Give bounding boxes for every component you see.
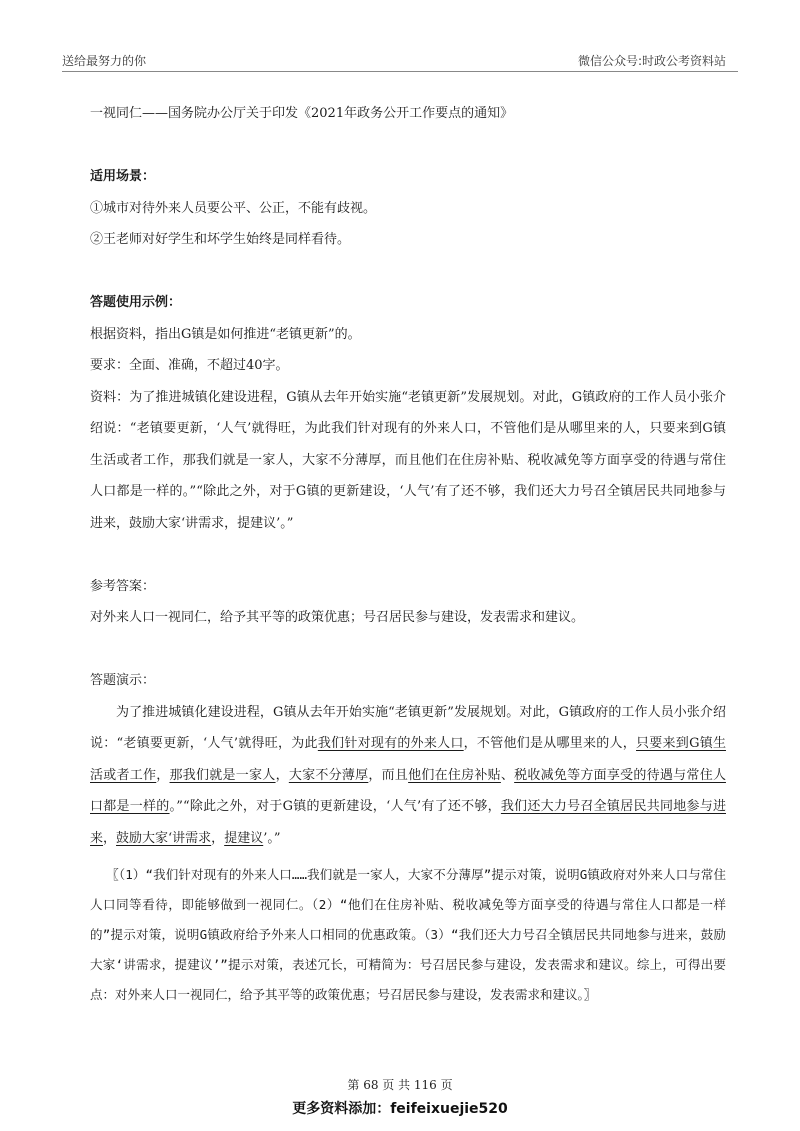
demo-underline: 大家不分薄厚 (288, 767, 369, 783)
demo-text: ， (156, 767, 170, 783)
demo-underline: 提建议 (224, 830, 264, 846)
scene-item-1: ①城市对待外来人员要公平、公正，不能有歧视。 (90, 200, 377, 216)
demo-underline: 鼓励大家‘讲需求 (116, 830, 212, 846)
answer-heading: 参考答案： (90, 578, 156, 594)
header-left-text: 送给最努力的你 (62, 54, 147, 68)
example-requirement: 要求：全面、准确，不超过40字。 (90, 358, 289, 373)
demo-underline: 那我们就是一家人 (169, 767, 276, 783)
scenes-heading: 适用场景： (90, 169, 156, 184)
demo-underline: 我们还大力号召全镇居民共同地参与进来 (90, 799, 726, 846)
demo-analysis (90, 860, 726, 1010)
demo-text: ， (103, 830, 117, 846)
scene-item-2: ②王老师对好学生和坏学生始终是同样看待。 (90, 232, 351, 247)
demo-text: 。”“除此之外，对于G镇的更新建设，‘人气’有了还不够， (169, 799, 501, 814)
demo-underline: 我们针对现有的外来人口 (317, 736, 464, 751)
demo-text: ， (211, 830, 225, 846)
example-material: 资料：为了推进城镇化建设进程，G镇从去年开始实施“老镇更新”发展规划。对此，G镇政府的工作人员小张介绍说：“老镇要更新，‘人气’就得旺，为此我们针对现有的外来人口，不管他们是从哪里来的人，只要来到G镇生活或者工作，那我们就是一家人，大家不分薄厚，而且他们在住房补贴、税收减免等方面享受的待遇与常住人口都是一样的。”“除此之外，对于G镇的更新建设，‘人气’有了还不够，我们还大力号召全镇居民共同地参与进来，鼓励大家‘讲需求，提建议’。” (90, 389, 726, 531)
demo-text: 、 (500, 767, 515, 783)
example-question: 根据资料，指出G镇是如何推进“老镇更新”的。 (90, 326, 361, 342)
document-body (90, 98, 726, 1010)
demo-underline: 税收减免等方面享受的待遇与常住人口都是一样的 (90, 767, 726, 814)
page-title: 一视同仁——国务院办公厅关于印发《2021年政务公开工作要点的通知》 (90, 106, 514, 121)
page-number: 第 68 页 共 116 页 (347, 1078, 453, 1092)
demo-text: 为了推进城镇化建设进程，G镇从去年开始实施“老镇更新”发展规划。对此，G镇政府的工作人员小张介绍说：“老镇要更新，‘人气’就得旺，为此 (90, 704, 726, 751)
demo-text: ， (275, 767, 289, 783)
demo-heading: 答题演示： (90, 673, 156, 688)
answer-text: 对外来人口一视同仁，给予其平等的政策优惠；号召居民参与建设，发表需求和建议。 (90, 610, 585, 625)
demo-underline: 他们在住房补贴 (408, 767, 501, 783)
demo-text: ，而且 (368, 767, 409, 783)
header-divider (62, 71, 738, 72)
demo-analysis-text: 〖（1）“我们针对现有的外来人口……我们就是一家人，大家不分薄厚”提示对策，说明G镇政府对外来人口与常住人口同等看待，即能够做到一视同仁。（2）“他们在住房补贴、税收减免等方面享受的待遇与常住人口都是一样的”提示对策，说明G镇政府给予外来人口相同的优惠政策。（3）“我们还大力号召全镇居民共同地参与进来，鼓励大家‘讲需求，提建议’”提示对策，表述冗长，可精简为：号召居民参与建设，发表需求和建议。综上，可得出要点：对外来人口一视同仁，给予其平等的政策优惠；号召居民参与建设，发表需求和建议。〗 (90, 867, 726, 1002)
footer-note: 更多资料添加：feifeixuejie520 (292, 1101, 508, 1117)
example-heading: 答题使用示例： (90, 295, 182, 310)
demo-underline: 只要来到G镇生活或者工作 (90, 736, 726, 783)
demo-paragraph (90, 697, 726, 855)
header-right-text: 微信公众号:时政公考资料站 (577, 54, 726, 68)
demo-text: ’。” (263, 830, 281, 846)
demo-text: ，不管他们是从哪里来的人， (463, 736, 637, 751)
